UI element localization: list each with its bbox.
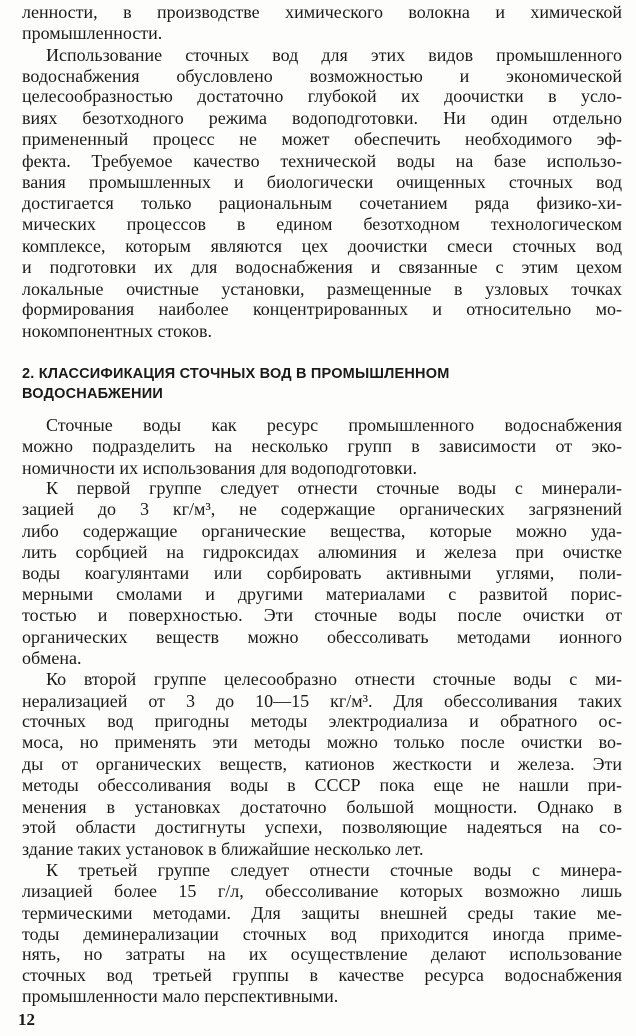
text-line: термическими методами. Для защиты внешней среды такие ме- <box>22 902 622 923</box>
text-line: фекта. Требуемое качество технической воды на базе использо- <box>22 150 622 171</box>
text-line: примененный процесс не может обеспечить необходимого эф- <box>22 128 622 149</box>
text-line: ленности, в производстве химического волокна и химической <box>22 2 622 22</box>
text-line: мических процессов в едином безотходном технологическом <box>22 214 622 235</box>
text-line: и подготовки их для водоснабжения и связанные с этим цехом <box>22 256 622 277</box>
text-line: Сточные воды как ресурс промышленного водоснабжения <box>46 414 622 435</box>
text-line: локальные очистные установки, размещенные в узловых точках <box>22 278 622 299</box>
text-line: достигается только рациональным сочетанием ряда физико-хи- <box>22 193 622 214</box>
text-line: ды от органических веществ, катионов жесткости и железа. Эти <box>22 754 622 774</box>
text-line: К третьей группе следует отнести сточные воды с минера- <box>46 860 622 880</box>
text-line: нокомпонентных стоков. <box>22 321 212 342</box>
text-line: лить сорбцией на гидроксидах алюминия и железа при очистке <box>22 541 622 562</box>
text-line: методы обессоливания воды в СССР пока еще не нашли при- <box>22 774 622 795</box>
text-line: целесообразностью достаточно глубокой их доочистки в усло- <box>22 86 622 107</box>
text-line: лизацией более 15 г/л, обессоливание которых возможно лишь <box>22 880 622 901</box>
text-line: можно подразделить на несколько групп в зависимости от эко- <box>22 435 622 456</box>
text-line: мерными смолами и другими материалами с развитой порис- <box>22 584 622 605</box>
text-line: менения в установках достаточно большой мощности. Однако в <box>22 796 622 817</box>
text-line: тоды деминерализации сточных вод приходится иногда приме- <box>22 923 622 944</box>
text-line: либо содержащие органические вещества, которые можно уда- <box>22 521 622 541</box>
text-line: тостью и поверхностью. Эти сточные воды после очистки от <box>22 605 622 626</box>
text-line: этой области достигнуты успехи, позволяющие надеяться на со- <box>22 817 622 838</box>
text-line: комплексе, которым являются цех доочистки смеси сточных вод <box>22 235 622 256</box>
text-line: сточных вод третьей группы в качестве ресурса водоснабжения <box>22 965 622 986</box>
section-heading: 2. КЛАССИФИКАЦИЯ СТОЧНЫХ ВОД В ПРОМЫШЛЕННОМ <box>22 365 450 382</box>
text-line: зацией до 3 кг/м³, не содержащие органических загрязнений <box>22 499 622 520</box>
text-line: водоснабжения обусловлено возможностью и экономической <box>22 65 622 86</box>
text-line: К первой группе следует отнести сточные воды с минерали- <box>46 478 622 499</box>
text-line: сточных вод пригодны методы электродиализа и обратного ос- <box>22 711 622 732</box>
text-line: нерализацией от 3 до 10—15 кг/м³. Для обессоливания таких <box>22 690 622 711</box>
text-line: здание таких установок в ближайшие несколько лет. <box>22 839 424 860</box>
text-line: обмена. <box>22 647 82 668</box>
text-line: органических веществ можно обессоливать методами ионного <box>22 627 622 648</box>
text-line: моса, но применять эти методы можно только после очистки во- <box>22 732 622 753</box>
text-line: формирования наиболее концентрированных и относительно мо- <box>22 299 622 320</box>
text-line: номичности их использования для водоподготовки. <box>22 457 417 478</box>
section-heading: ВОДОСНАБЖЕНИИ <box>22 385 163 402</box>
text-line: вания промышленных и биологически очищенных сточных вод <box>22 171 622 192</box>
text-line: промышленности. <box>22 22 163 43</box>
text-line: Ко второй группе целесообразно отнести сточные воды с ми- <box>46 668 622 689</box>
page-number: 12 <box>18 1010 35 1029</box>
text-line: Использование сточных вод для этих видов промышленного <box>46 44 622 65</box>
text-line: воды коагулянтами или сорбировать активными углями, поли- <box>22 562 622 583</box>
text-line: виях безотходного режима водоподготовки. Ни один отдельно <box>22 108 622 129</box>
text-line: промышленности мало перспективными. <box>22 986 339 1006</box>
text-line: нять, но затраты на их осуществление делают использование <box>22 944 622 965</box>
